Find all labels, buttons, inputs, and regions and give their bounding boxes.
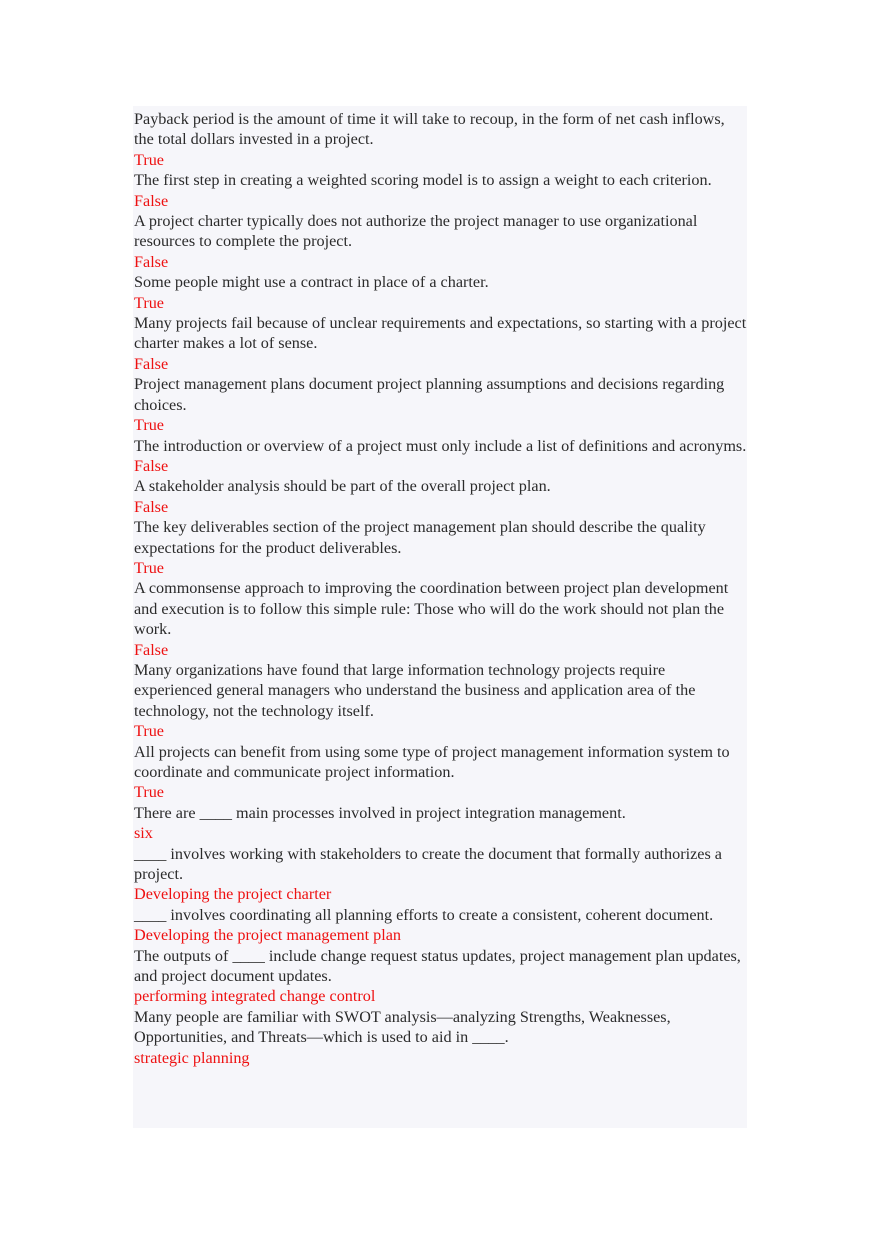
answer-text: False [134, 456, 169, 475]
answer-text: Developing the project management plan [134, 926, 401, 945]
answer-text: False [134, 640, 169, 659]
answer-text: True [134, 558, 164, 577]
answer-text: performing integrated change control [134, 987, 376, 1006]
question-text: ____ involves coordinating all planning efforts to create a consistent, coherent document. [134, 905, 714, 924]
question-text: The first step in creating a weighted scoring model is to assign a weight to each criterion. [134, 171, 712, 190]
question-text: A commonsense approach to improving the coordination between project plan development and execution is to follow this simple rule: Those who will do the work should not plan the work. [134, 579, 729, 639]
question-text: A stakeholder analysis should be part of the overall project plan. [134, 477, 551, 496]
answer-text: False [134, 497, 169, 516]
question-text: The introduction or overview of a project must only include a list of definitions and acronyms. [134, 436, 747, 455]
question-text: The key deliverables section of the project management plan should describe the quality expectations for the product deliverables. [134, 518, 706, 557]
answer-text: False [134, 191, 169, 210]
document-content [133, 106, 747, 1128]
answer-text: True [134, 416, 164, 435]
answer-text: True [134, 722, 164, 741]
question-text: Some people might use a contract in place of a charter. [134, 273, 489, 292]
answer-text: True [134, 150, 164, 169]
question-text: There are ____ main processes involved in project integration management. [134, 803, 626, 822]
answer-text: False [134, 354, 169, 373]
question-text: Project management plans document project planning assumptions and decisions regarding choices. [134, 375, 725, 414]
answer-text: True [134, 783, 164, 802]
answer-text: True [134, 293, 164, 312]
question-text: Many people are familiar with SWOT analysis—analyzing Strengths, Weaknesses, Opportunities, and Threats—which is used to aid in ____. [134, 1007, 671, 1047]
answer-text: False [134, 252, 169, 271]
question-text: All projects can benefit from using some type of project management information system to coordinate and communicate project information. [134, 742, 730, 781]
question-text: ____ involves working with stakeholders to create the document that formally authorizes a project. [134, 844, 722, 884]
answer-text: strategic planning [134, 1048, 250, 1067]
answer-text: six [134, 824, 153, 843]
question-text: A project charter typically does not authorize the project manager to use organizational resources to complete the project. [134, 212, 698, 251]
question-text: Many projects fail because of unclear requirements and expectations, so starting with a project charter makes a lot of sense. [134, 314, 747, 353]
question-text: The outputs of ____ include change request status updates, project management plan updates, and project document updates. [134, 946, 741, 986]
question-text: Payback period is the amount of time it will take to recoup, in the form of net cash inflows, the total dollars invested in a project. [134, 110, 725, 149]
answer-text: Developing the project charter [134, 885, 332, 904]
question-text: Many organizations have found that large information technology projects require experienced general managers who understand the business and application area of the technology, not the technology itself. [134, 660, 696, 720]
